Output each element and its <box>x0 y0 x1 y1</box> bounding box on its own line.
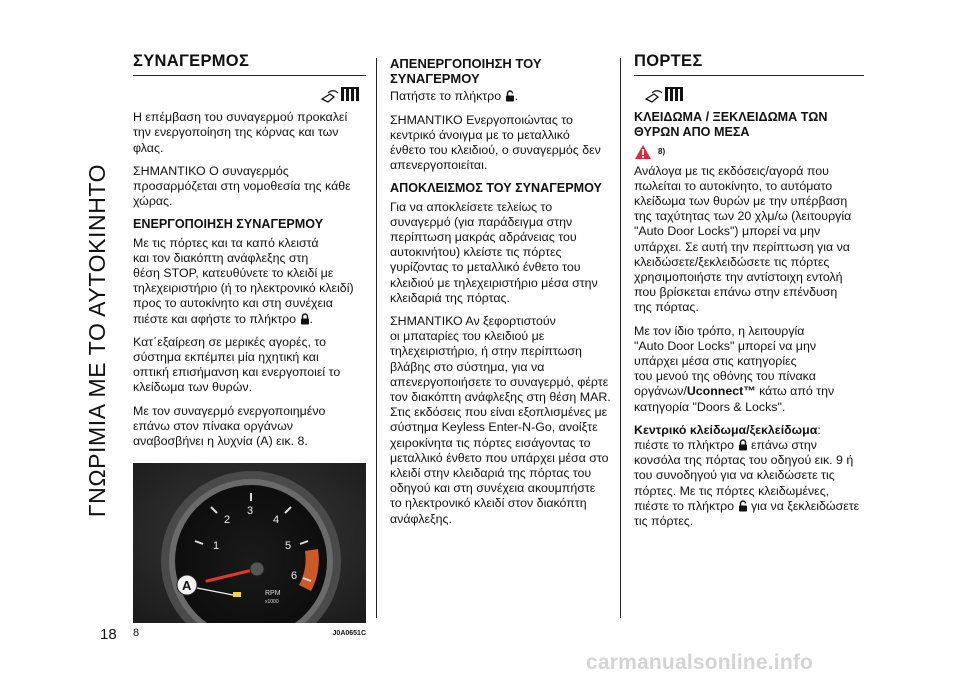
chapter-title-vertical <box>78 40 118 640</box>
lock-icon <box>738 439 748 451</box>
text-line: προσαρμόζεται στη νομοθεσία της κάθε <box>133 179 351 194</box>
uconnect-label: Uconnect™ <box>686 384 756 399</box>
heading-line: ΘΥΡΩΝ ΑΠΟ ΜΕΣΑ <box>634 125 750 140</box>
text-line: υπάρχει μέσα στις κατηγορίες <box>634 354 797 369</box>
text-line: χειροκίνητα τις πόρτες εισάγοντας το <box>390 435 591 450</box>
text-line: "Auto Door Locks" μπορεί να μην <box>634 338 817 353</box>
unlock-icon <box>505 90 515 102</box>
text-line <box>634 499 859 513</box>
doors-title: ΠΟΡΤΕΣ <box>634 52 703 70</box>
text-line: Κατ΄εξαίρεση σε μερικές αγορές, το <box>133 334 327 349</box>
text-line: Για να αποκλείσετε τελείως το <box>390 199 553 214</box>
text-line: απενεργοποιήσετε το συναγερμό, φέρτε <box>390 374 609 389</box>
doors-paragraph-2 <box>634 324 864 415</box>
text-line: γυρίζοντας το μεταλλικό ένθετο του <box>390 260 581 275</box>
text-line: τηλεχειριστήριο, ή στην περίπτωση <box>390 344 582 359</box>
deactivation-heading <box>390 56 615 86</box>
gauge-tick-5: 5 <box>285 540 292 553</box>
text-line: χρησιμοποιήστε την αντίστοιχη εντολή <box>634 270 843 285</box>
text-line: κλειδαριά της πόρτας. <box>390 290 510 305</box>
activation-paragraph-2 <box>133 335 366 396</box>
text-line: κλειδί στην κλειδαριά της πόρτας του <box>390 466 592 481</box>
column-divider-right <box>620 58 621 618</box>
warning-icon <box>634 144 652 160</box>
text-line: οδηγού και στη συνέχεια ακουμπήστε <box>390 481 596 496</box>
punctuation: . <box>309 311 313 326</box>
activation-heading: ΕΝΕΡΓΟΠΟΙΗΣΗ ΣΥΝΑΓΕΡΜΟΥ <box>133 217 324 232</box>
chapter-title-text: ΓΝΩΡΙΜΙΑ ΜΕ ΤΟ ΑΥΤΟΚΙΝΗΤΟ <box>84 163 111 517</box>
exclusion-heading: ΑΠΟΚΛΕΙΣΜΟΣ ΤΟΥ ΣΥΝΑΓΕΡΜΟΥ <box>390 181 602 196</box>
text-line: χώρας. <box>133 194 173 209</box>
alarm-title: ΣΥΝΑΓΕΡΜΟΣ <box>133 52 250 70</box>
gauge-tick-4: 4 <box>273 514 280 527</box>
text-line: Η επέμβαση του συναγερμού προκαλεί <box>133 110 348 125</box>
text-line: απενεργοποιείται. <box>390 158 488 173</box>
text-line: ανάφλεξης. <box>390 511 452 526</box>
column-alarm-deactivation <box>390 54 615 535</box>
text-line: κλείδωμα των θυρών με την υπέρβαση <box>634 194 848 209</box>
lock-icon <box>300 313 310 325</box>
text-line: προς το αυτοκίνητο και στη συνέχεια <box>133 296 333 311</box>
unlock-icon <box>738 500 748 512</box>
text-line: κατηγορία "Doors & Locks". <box>634 399 786 414</box>
exclusion-paragraph-1 <box>390 200 615 306</box>
text-line: ΣΗΜΑΝΤΙΚΟ Ο συναγερμός <box>133 163 289 178</box>
text-line: Πατήστε το πλήκτρο <box>390 89 502 104</box>
text-line: φλας. <box>133 140 164 155</box>
text-line: την ενεργοποίηση της κόρνας και των <box>133 125 339 140</box>
text-line: υπάρχει. Σε αυτή την περίπτωση για να <box>634 239 850 254</box>
text-line <box>634 423 821 437</box>
text-line: και τον διακόπτη ανάφλεξης στη <box>133 250 309 265</box>
gauge-tick-1: 1 <box>213 540 220 553</box>
text-line: που βρίσκεται επάνω στην επένδυση <box>634 285 838 300</box>
text-line: Ανάλογα με τις εκδόσεις/αγορά που <box>634 163 829 178</box>
text-line: ΣΗΜΑΝΤΙΚΟ Ενεργοποιώντας το <box>390 112 573 127</box>
text-line: του μενού της οθόνης του πίνακα <box>634 369 816 384</box>
punctuation: . <box>514 89 519 104</box>
text-line: βλάβης στο σύστημα, για να <box>390 359 545 374</box>
text-line: ένθετο του κλειδιού, ο συναγερμός δεν <box>390 143 601 158</box>
gauge-tick-2: 2 <box>224 514 231 527</box>
text-line: τις πόρτες. <box>634 514 694 529</box>
text-line: αυτοκινήτου) κλείστε τις πόρτες <box>390 245 562 260</box>
text-line: συναγερμό (για παράδειγμα στην <box>390 214 573 229</box>
text-line: αναβοσβήνει η λυχνία (A) εικ. 8. <box>133 434 308 449</box>
doors-paragraph-1 <box>634 164 864 316</box>
figure-code: J0A0651C <box>332 630 366 638</box>
column-alarm <box>133 54 366 641</box>
heading-line: ΑΠΕΝΕΡΓΟΠΟΙΗΣΗ ΤΟΥ <box>390 56 542 71</box>
text-line <box>634 438 817 452</box>
text-fragment: για να ξεκλειδώσετε <box>747 498 860 513</box>
lock-unlock-heading <box>634 110 864 140</box>
exclusion-paragraph-2 <box>390 314 615 527</box>
gauge-label: RPM <box>265 590 281 598</box>
text-line: κονσόλα της πόρτας του οδηγού εικ. 9 ή <box>634 453 854 468</box>
title-rule <box>634 75 864 76</box>
text-line: σύστημα Keyless Enter-N-Go, ανοίξτε <box>390 420 598 435</box>
deactivation-important <box>390 113 615 174</box>
text-line: Με τις πόρτες και τα καπό κλειστά <box>133 235 319 250</box>
heading-line: ΣΥΝΑΓΕΡΜΟΥ <box>390 71 480 87</box>
text-fragment: οργάνων/ <box>634 384 687 399</box>
text-line: το ηλεκτρονικό κλειδί στον διακόπτη <box>390 496 587 511</box>
text-line: οπτική επισήμανση και ενεργοποιεί το <box>133 365 341 380</box>
text-line: πόρτες. Με τις πόρτες κλειδωμένες, <box>634 483 830 498</box>
multimedia-icon <box>634 84 864 106</box>
text-line: κλειδιού με τηλεχειριστήριο μέσα στην <box>390 275 598 290</box>
doors-paragraph-3 <box>634 423 864 529</box>
text-line: τηλεχειριστήριο (ή το ηλεκτρονικό κλειδί) <box>133 281 354 296</box>
text-line: ΣΗΜΑΝΤΙΚΟ Αν ξεφορτιστούν <box>390 314 556 329</box>
text-line: του συνοδηγού για να κλειδώσετε τις <box>634 468 835 483</box>
central-locking-label: Κεντρικό κλείδωμα/ξεκλείδωμα <box>634 422 818 437</box>
text-line: οι μπαταρίες του κλειδιού με <box>390 329 545 344</box>
column-doors <box>634 54 864 537</box>
text-line: Στις εκδόσεις που είναι εξοπλισμένες με <box>390 405 608 420</box>
text-line: επάνω στον πίνακα οργάνων <box>133 418 293 433</box>
callout-a-label: A <box>182 578 192 594</box>
text-line: περίπτωση μακράς αδράνειας του <box>390 230 577 245</box>
alarm-important <box>133 164 366 210</box>
text-fragment: επάνω στην <box>747 438 817 453</box>
gauge-sublabel: x1000 <box>265 599 279 606</box>
text-line: της ταχύτητας των 20 χλμ/ω (λειτουργία <box>634 209 852 224</box>
deactivation-text <box>390 89 615 104</box>
activation-paragraph-1 <box>133 236 366 327</box>
text-line: σύστημα εκπέμπει μία ηχητική και <box>133 350 319 365</box>
figure-caption <box>133 626 366 641</box>
heading-line: ΚΛΕΙΔΩΜΑ / ΞΕΚΛΕΙΔΩΜΑ ΤΩΝ <box>634 110 828 125</box>
warning-ref-number: 8) <box>658 147 666 156</box>
site-watermark: carmanualsonline.info <box>586 651 814 674</box>
text-line: της πόρτας. <box>634 300 699 315</box>
text-line: κεντρικό άνοιγμα με το μεταλλικό <box>390 127 570 142</box>
multimedia-icon <box>133 84 366 106</box>
page-number: 18 <box>100 626 117 643</box>
text-line: θέση STOP, κατευθύνετε το κλειδί με <box>133 266 334 281</box>
column-divider-left <box>376 58 377 618</box>
text-line: τον διακόπτη ανάφλεξης στη θέση MAR. <box>390 390 611 405</box>
text-fragment: κάτω από την <box>755 384 835 399</box>
text-line: "Auto Door Locks") μπορεί να μην <box>634 224 821 239</box>
punctuation: : <box>817 422 821 437</box>
text-line: Με τον ίδιο τρόπο, η λειτουργία <box>634 323 805 338</box>
title-rule <box>133 75 366 76</box>
text-line <box>634 384 834 398</box>
gauge-tick-6: 6 <box>291 570 298 583</box>
gauge-tick-3: 3 <box>247 505 254 518</box>
text-line: πιέστε και αφήστε το πλήκτρο <box>133 311 297 326</box>
activation-paragraph-3 <box>133 404 366 450</box>
text-fragment: πιέστε το πλήκτρο <box>634 438 738 453</box>
text-fragment: πιέστε το πλήκτρο <box>634 498 738 513</box>
instrument-cluster-figure <box>133 463 366 623</box>
text-line: κλειδώσετε/ξεκλειδώσετε τις πόρτες <box>634 254 830 269</box>
text-line: κλείδωμα των θυρών. <box>133 380 253 395</box>
figure-number: 8 <box>133 627 140 640</box>
text-line: μεταλλικό ένθετο που υπάρχει μέσα στο <box>390 450 609 465</box>
text-line: Με τον συναγερμό ενεργοποιημένο <box>133 403 326 418</box>
warning-reference <box>634 144 864 160</box>
alarm-intro <box>133 110 366 156</box>
text-line: πωλείται το αυτοκίνητο, το αυτόματο <box>634 178 833 193</box>
